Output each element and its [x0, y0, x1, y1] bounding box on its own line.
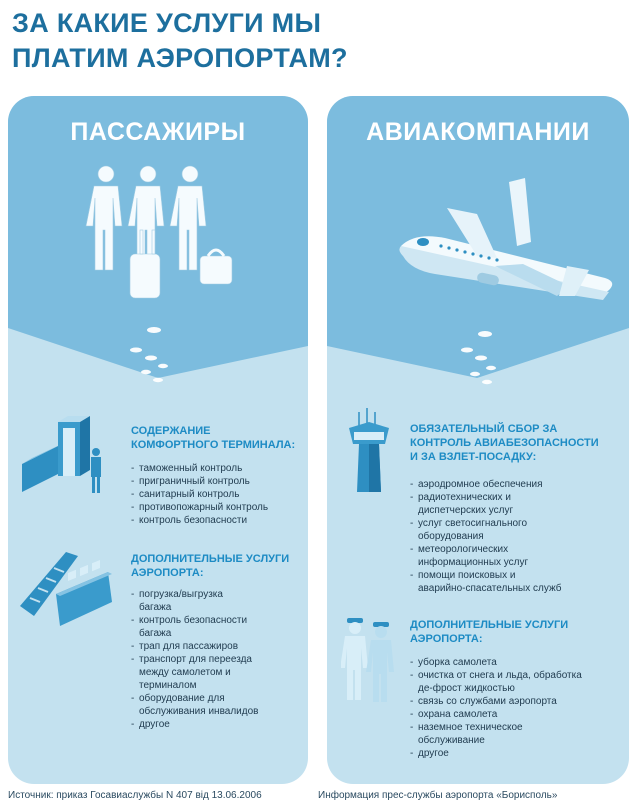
airline-additional-heading: ДОПОЛНИТЕЛЬНЫЕ УСЛУГИ АЭРОПОРТА:	[410, 619, 569, 645]
list-item: - трап для пассажиров	[131, 640, 258, 653]
list-item: - наземное техническое обслуживание	[410, 721, 582, 747]
list-item: - связь со службами аэропорта	[410, 695, 582, 708]
list-item: - метеорологических информационных услуг	[410, 543, 562, 569]
passengers-title: ПАССАЖИРЫ	[70, 118, 246, 146]
list-item: - санитарный контроль	[131, 488, 268, 501]
list-item: - услуг светосигнального оборудования	[410, 517, 562, 543]
list-item: - погрузка/выгрузка багажа	[131, 588, 258, 614]
list-item: - оборудование для обслуживания инвалидов	[131, 692, 258, 718]
list-item: - радиотехнических и диспетчерских услуг	[410, 491, 562, 517]
list-item: - противопожарный контроль	[131, 501, 268, 514]
security-gate-icon	[18, 414, 110, 502]
list-item: - другое	[131, 718, 258, 731]
list-item: - уборка самолета	[410, 656, 582, 669]
list-item: - аэродромное обеспечения	[410, 478, 562, 491]
passengers-panel	[8, 96, 308, 784]
control-tower-icon	[345, 408, 393, 504]
page-title-line-1: ЗА КАКИЕ УСЛУГИ МЫ	[12, 8, 322, 38]
additional-services-list	[131, 588, 258, 731]
airline-additional-list	[410, 656, 582, 760]
pilots-icon	[341, 612, 401, 704]
mandatory-fee-heading: ОБЯЗАТЕЛЬНЫЙ СБОР ЗА КОНТРОЛЬ АВИАБЕЗОПАСНОСТИ И ЗА ВЗЛЕТ-ПОСАДКУ:	[410, 423, 599, 463]
list-item: - контроль безопасности багажа	[131, 614, 258, 640]
list-item: - очистка от снега и льда, обработка де-фрост жидкостью	[410, 669, 582, 695]
list-item: - охрана самолета	[410, 708, 582, 721]
airlines-title: АВИАКОМПАНИИ	[366, 118, 590, 146]
terminal-services-list	[131, 462, 268, 527]
page-title-line-2: ПЛАТИМ АЭРОПОРТАМ?	[12, 43, 348, 73]
boarding-stairs-icon	[16, 546, 116, 626]
source-note: Источник: приказ Госавиаслужбы N 407 від 13.06.2006	[8, 790, 262, 801]
list-item: - другое	[410, 747, 582, 760]
press-info-note: Информация прес-службы аэропорта «Борисполь»	[318, 790, 558, 801]
page-title	[12, 6, 432, 76]
terminal-heading: СОДЕРЖАНИЕ КОМФОРТНОГО ТЕРМИНАЛА:	[131, 425, 296, 451]
list-item: - контроль безопасности	[131, 514, 268, 527]
list-item: - транспорт для переезда между самолетом и терминалом	[131, 653, 258, 692]
list-item: - таможенный контроль	[131, 462, 268, 475]
list-item: - пригpаничный контроль	[131, 475, 268, 488]
airlines-panel	[327, 96, 629, 784]
list-item: - помощи поисковых и аварийно-спасательных служб	[410, 569, 562, 595]
mandatory-fee-list	[410, 478, 562, 595]
additional-services-heading: ДОПОЛНИТЕЛЬНЫЕ УСЛУГИ АЭРОПОРТА:	[131, 553, 290, 579]
